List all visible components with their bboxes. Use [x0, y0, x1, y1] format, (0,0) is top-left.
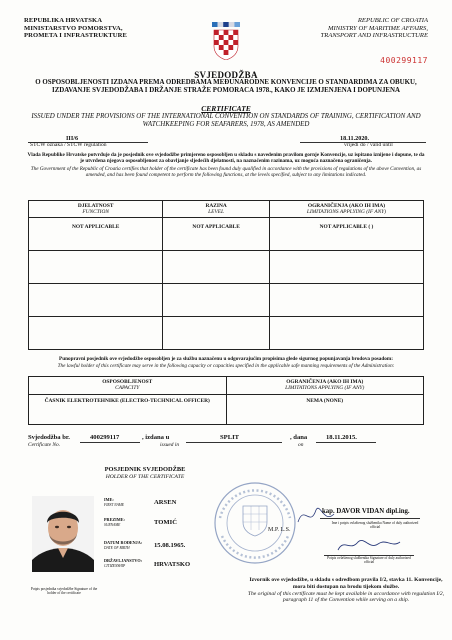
- official-seal-stamp: [210, 478, 300, 568]
- certificate-no-value: 400299117: [90, 434, 120, 441]
- table-cell: [29, 284, 163, 317]
- header-cell-limitations: [269, 201, 423, 218]
- valid-until-date: 18.11.2020.: [340, 135, 370, 142]
- table-row: [29, 317, 424, 350]
- header-left-line: REPUBLIKA HRVATSKA: [24, 17, 103, 24]
- holder-signature-caption: Potpis posjednika svjedodžbe Signature of the holder of the certificate: [30, 587, 98, 596]
- header-en: LEVEL: [208, 209, 225, 216]
- certificate-no-underline: [80, 442, 140, 443]
- original-note-hr: Izvornik ove svjedodžbe, u skladu s odredbom pravila I/2, stavka 11. Konvencije, mora biti dostupan na brodu tijekom službe.: [249, 577, 443, 590]
- table-row: [29, 251, 424, 284]
- issue-date-label: , dana: [290, 434, 308, 441]
- date-of-birth-value: 15.08.1965.: [154, 542, 186, 549]
- header-hr: OGRANIČENJA (AKO IH IMA): [307, 203, 386, 209]
- document-title-en: CERTIFICATE: [201, 104, 251, 113]
- functions-table: [28, 200, 424, 350]
- table-cell: NOT APPLICABLE: [29, 218, 163, 251]
- label-en: CITIZENSHIP: [104, 563, 126, 568]
- official-signature-caption: Potpis ovlaštenog službenika Signature of duly authorized official: [327, 556, 411, 565]
- issue-date-value: 18.11.2015.: [326, 434, 357, 441]
- certificate-no-label-en: Certificate No.: [28, 442, 61, 448]
- label-en: FIRST NAME: [104, 502, 124, 507]
- header-cell-limitations: [226, 377, 424, 395]
- holder-title-en: HOLDER OF THE CERTIFICATE: [105, 474, 185, 480]
- label-en: DATE OF BIRTH: [104, 545, 130, 550]
- holder-title-hr: POSJEDNIK SVJEDODŽBE: [104, 466, 186, 473]
- header-right-line: TRANSPORT AND INFRASTRUCTURE: [320, 32, 428, 40]
- header-cell-function: [29, 201, 163, 218]
- table-cell: [163, 251, 270, 284]
- certificate-no-label: Svjedodžba br.: [28, 434, 70, 441]
- issued-in-label: , izdana u: [142, 434, 170, 441]
- header-en: CAPACITY: [115, 385, 140, 392]
- official-name-underline: [320, 518, 420, 519]
- date-of-birth-label: [104, 541, 142, 550]
- header-en: LIMITATIONS APPLYING (IF ANY): [306, 209, 387, 216]
- stcw-regulation-code: III/6: [66, 135, 79, 142]
- first-name-label: [104, 498, 124, 507]
- table-cell: NOT APPLICABLE ( ): [269, 218, 423, 251]
- citizenship-value: HRVATSKO: [154, 561, 191, 568]
- table-cell: [29, 251, 163, 284]
- holder-photo: [32, 496, 94, 572]
- original-note-en: The original of this certificate must be kept available in accordance with regulation I/2, paragraph 11 of the Convention while serving on a ship.: [247, 590, 445, 604]
- header-hr: RAZINA: [205, 203, 227, 209]
- header-cell-capacity: [29, 377, 227, 395]
- header-en: LIMITATIONS APPLYING (IF ANY): [285, 385, 365, 392]
- header-hr: OGRANIČENJA (AKO IH IMA): [286, 379, 364, 385]
- citizenship-label: [104, 559, 142, 568]
- header-hr: OSPOSOBLJENOST: [102, 379, 153, 385]
- valid-until-label: vrijedi do / valid until: [344, 142, 393, 148]
- capacity-cell: ČASNIK ELEKTROTEHNIKE (ELECTRO-TECHNICAL OFFICER): [29, 395, 227, 425]
- surname-label: [104, 518, 125, 527]
- capacity-intro-hr: Punopravni posjednik ove svjedodžbe osposobljen je za službu naznačenu u odgovarajućim propisima glede sigurnog popunjavanja brodova posadom:: [59, 356, 393, 362]
- certificate-number-stamp: 400299117: [380, 56, 428, 65]
- intro-paragraph-hr: Vlada Republike Hrvatske potvrđuje da je posjednik ove svjedodžbe primjereno osposobljen u skladu s navedenim pravilom gornje Konvencije, uz ispitano iznijene i dopune, te da je utvrđena njegova osposobljenost za obavljanje sljedećih djelatnosti, na naznačenim razinama, uz moguća naznačena ograničenja.: [27, 152, 425, 165]
- label-hr: DRŽAVLJANSTVO:: [104, 558, 142, 563]
- header-right-line: REPUBLIC OF CROATIA: [357, 17, 428, 24]
- table-cell: [29, 317, 163, 350]
- official-name-caption: Ime i potpis ovlaštenog službenika Name of duly authorized official: [331, 521, 419, 530]
- stamp-text: M.P. L.S.: [268, 527, 291, 533]
- issued-in-label-en: issued in: [160, 442, 180, 448]
- issued-in-underline: [186, 442, 282, 443]
- header-en: FUNCTION: [82, 209, 109, 216]
- issued-in-value: SPLIT: [220, 434, 240, 441]
- table-cell: [163, 284, 270, 317]
- capacity-table-header: [29, 377, 424, 395]
- original-note: [246, 577, 446, 604]
- functions-table-header: [29, 201, 424, 218]
- document-subtitle-hr: O OSPOSOBLJENOSTI IZDANA PREMA ODREDBAMA MEĐUNARODNE KONVENCIJE O STANDARDIMA ZA OBUKU, IZDAVANJE SVJEDODŽABA I DRŽANJE STRAŽE POMORACA 1978., KAKO JE IZMJENJENA I DOPUNJENA: [35, 79, 417, 95]
- label-hr: PREZIME:: [104, 517, 125, 522]
- issue-date-label-en: on: [298, 442, 304, 448]
- table-row: [29, 284, 424, 317]
- limitations-cell: NEMA (NONE): [226, 395, 424, 425]
- header-left-line: PROMETA I INFRASTRUKTURE: [24, 32, 128, 40]
- croatian-coat-of-arms-icon: [212, 22, 240, 60]
- header-left-line: MINISTARSTVO POMORSTVA,: [24, 24, 123, 32]
- issuer-header-hr: [24, 17, 127, 40]
- header-hr: DJELATNOST: [77, 203, 114, 209]
- table-cell: [269, 284, 423, 317]
- intro-paragraph-en: The Government of the Republic of Croatia certifies that holder of the certificate has been found duly qualified in accordance with the provisions of regulations of the above Convention, as amended, and has been found competent to perform the following functions, at the levels specified, subject to any limitations indicated.: [30, 166, 422, 179]
- official-name: kap. DAVOR VIDAN dipl.ing.: [322, 508, 410, 515]
- header-right-line: MINISTRY OF MARITIME AFFAIRS,: [328, 24, 428, 32]
- document-subtitle-en: ISSUED UNDER THE PROVISIONS OF THE INTERNATIONAL CONVENTION ON STANDARDS OF TRAINING, CERTIFICATION AND WATCHKEEPING FOR SEAFARERS, 1978, AS AMENDED: [31, 113, 421, 129]
- document-title-hr: SVJEDODŽBA: [194, 70, 258, 80]
- label-hr: DATUM ROĐENJA:: [104, 540, 143, 545]
- issue-date-underline: [316, 442, 376, 443]
- capacity-intro-en: The lawful holder of this certificate may serve in the following capacity or capacities specified in the applicable safe manning requirements of the Administration:: [57, 363, 395, 369]
- capacity-table: [28, 376, 424, 425]
- stcw-regulation-label: STCW oznaka / STCW regulation: [30, 142, 107, 148]
- official-signature: [334, 536, 404, 554]
- header-cell-level: [163, 201, 270, 218]
- table-cell: NOT APPLICABLE: [163, 218, 270, 251]
- first-name-value: ARSEN: [154, 499, 177, 506]
- table-row: [29, 395, 424, 425]
- table-row: [29, 218, 424, 251]
- table-cell: [269, 251, 423, 284]
- table-cell: [163, 317, 270, 350]
- table-cell: [269, 317, 423, 350]
- issuer-header-en: [321, 17, 428, 40]
- label-hr: IME:: [104, 497, 114, 502]
- label-en: SURNAME: [104, 522, 121, 527]
- surname-value: TOMIĆ: [154, 519, 177, 526]
